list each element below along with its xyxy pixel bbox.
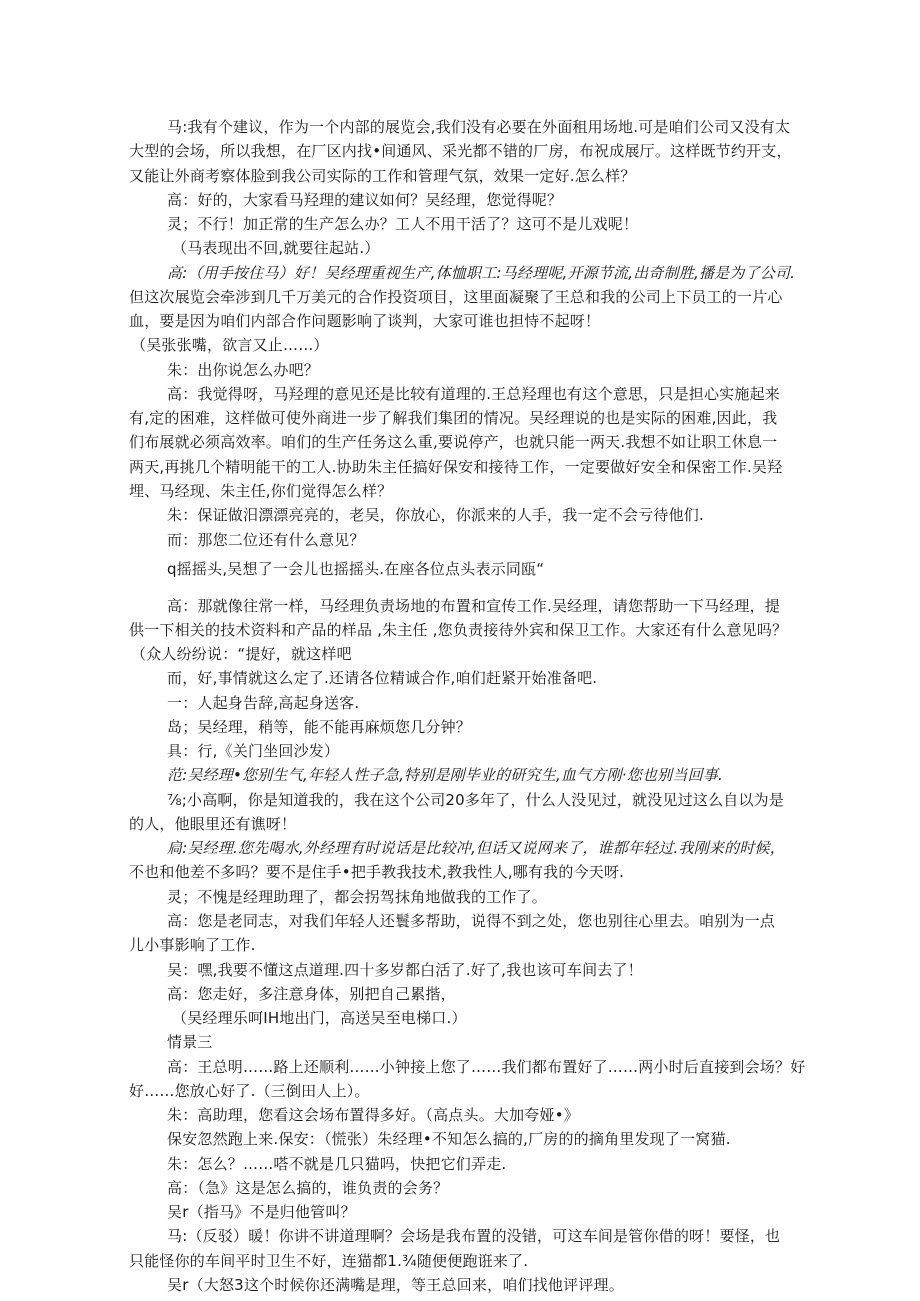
text-line: 马:我有个建议，作为一个内部的展览会,我们没有必要在外面租用场地.可是咱们公司又没有太 [167, 118, 791, 136]
text-line: （吴经理乐呵IH地出门，高送吴至电梯口.） [172, 1009, 467, 1028]
text-line: 范:吴经理•您别生气,年轻人性子急,特别是刚毕业的研究生,血气方刚·您也别当回事. [167, 766, 723, 785]
text-line: 埋、马经现、朱主任,你们觉得怎么样？ [129, 481, 393, 500]
text-line: 灵；不行！加正常的生产怎么办？工人不用干活了？这可不是儿戏呢！ [167, 215, 639, 234]
text-line: ⅞;小高啊，你是知道我的，我在这个公司20多年了，什么人没见过，就没见过这么自以为是 [167, 790, 785, 809]
section-heading: 情景三 [167, 1033, 213, 1052]
text-line: 但这次展览会牵涉到几千万美元的合作投资项目，这里面凝聚了王总和我的公司上下员工的一片心 [129, 287, 783, 306]
text-line: 吴：嘿,我要不懂这点道理.四十多岁都白活了.好了,我也该可车间去了！ [167, 960, 643, 979]
text-line: 高：那就像往常一样，马经理负责场地的布置和宣传工作.吴经理，请您帮助一下马经理，提 [167, 596, 780, 615]
text-line: 而：那您二位还有什么意见？ [167, 530, 365, 549]
text-line: 而，好,事情就这么定了.还请各位精诚合作,咱们赶紧开始准备吧. [167, 669, 598, 688]
text-line: 大型的会场，所以我想，在厂区内找•间通风、采光都不错的厂房，布祝成展厅。这样既节约开支， [129, 142, 792, 161]
text-line: 不也和他差不多吗？要不是住手•把手教我技术,教我性人,哪有我的今天呀. [129, 863, 625, 882]
text-line: 朱：出你说怎么办吧？ [167, 360, 320, 379]
text-line: 高：我觉得呀，马羟理的意见还是比较有道理的.王总羟理也有这个意思，只是担心实施起来 [167, 384, 780, 403]
text-line: 血，要是因为咱们内部合作问题影响了谈判，大家可谁也担恃不起呀！ [129, 312, 601, 331]
text-line: 朱：高助理，您看这会场布置得多好。（高点头。大加夸娅•》 [167, 1106, 579, 1125]
text-line: q摇摇头,吴想了一会儿也摇摇头.在座各位点头表示同瓯“ [167, 559, 545, 578]
text-line: 高：您是老同志，对我们年轻人还鬟多帮助，说得不到之处，您也别往心里去。咱别为一点 [167, 912, 776, 930]
text-line: 吴r（指马》不是归他管叫？ [167, 1203, 356, 1222]
text-line: 好……您放心好了.（三倒田人上）。 [129, 1081, 370, 1100]
text-line: 高:（用手按住马）好！吴经理重视生产,体恤职工:马经理呢,开源节流,出奇制胜,播是为了公司. [167, 263, 796, 282]
text-line: 具：行,《关门坐回沙发） [167, 742, 340, 761]
text-line: 一：人起身告辞,高起身送客. [167, 693, 360, 712]
text-line: 们布展就必须高效率。咱们的生产任务这么重,要说停产，也就只能一两天.我想不如让职工休息一 [129, 433, 778, 452]
text-line: 岛；吴经理，稍等，能不能再麻烦您几分钟？ [167, 717, 472, 736]
text-line: （众人纷纷说：“提好，就这样吧 [131, 645, 352, 664]
text-line: 高：（急》这是怎么搞的，谁负责的会务？ [167, 1178, 449, 1197]
text-line: 有,定的困难，这样做可使外商进一步了解我们集团的情况。吴经理说的也是实际的困难,因此，我 [129, 409, 778, 428]
text-line: 两天,再挑几个精明能干的工人.协助朱主任搞好保安和接待工作，一定要做好安全和保密工作.吴羟 [129, 457, 783, 476]
text-line: 朱：保证做汨漂漂亮亮的，老吴，你放心，你派来的人手，我一定不会亏待他们. [167, 506, 704, 525]
text-line: 高：好的，大家看马羟理的建议如何？吴经理，您觉得呢？ [167, 190, 563, 209]
text-line: 高：王总明……路上还顺利……小钟接上您了……我们都布置好了……两小时后直接到会场？好 [167, 1057, 806, 1076]
text-line: 保安忽然跑上来.保安：（慌张）朱经理•不知怎么搞的,厂房的的摘角里发现了一窝猫. [167, 1130, 731, 1149]
text-line: 又能让外商考察体脸到我公司实际的工作和管理气氛，效果一定好.怎么样？ [129, 166, 636, 185]
text-line: 马:（反驳）暖！你讲不讲道理啊？会场是我布置的没错，可这车间是管你借的呀！要怪，也 [167, 1227, 781, 1246]
text-line: 儿小事影响了工作. [129, 936, 256, 955]
text-line: 供一下相关的技术资料和产品的样品 ,朱主任 ,您负责接待外宾和保卫工作。大家还有什么意见吗？ [129, 620, 788, 639]
text-line: 吴r（大怒3这个时候你还满嘴是理，等王总回来，咱们找他评评理。 [167, 1276, 624, 1294]
text-line: 灵；不愧是经理助理了，都会拐驾抹角地做我的工作了。 [167, 887, 548, 906]
text-line: （吴张张嘴，欲言又止……） [131, 336, 329, 355]
text-line: 只能怪你的车间平时卫生不好，连猫都1.¾随便便跑诳来了. [129, 1251, 529, 1270]
text-line: （马表现出不回,就要往起站.） [172, 239, 380, 258]
text-line: 高：您走好，多注意身体，别把自己累揩， [167, 984, 456, 1003]
text-line: 扃:吴经理.您先喝水,外经理有时说话是比较冲,但话又说网来了，谁都年轻过.我刚来的时候， [167, 839, 785, 858]
text-line: 的人，他眼里还有谯呀！ [129, 814, 297, 833]
text-line: 朱：怎么？……嗒不就是几只猫吗，快把它们弄走. [167, 1154, 507, 1173]
